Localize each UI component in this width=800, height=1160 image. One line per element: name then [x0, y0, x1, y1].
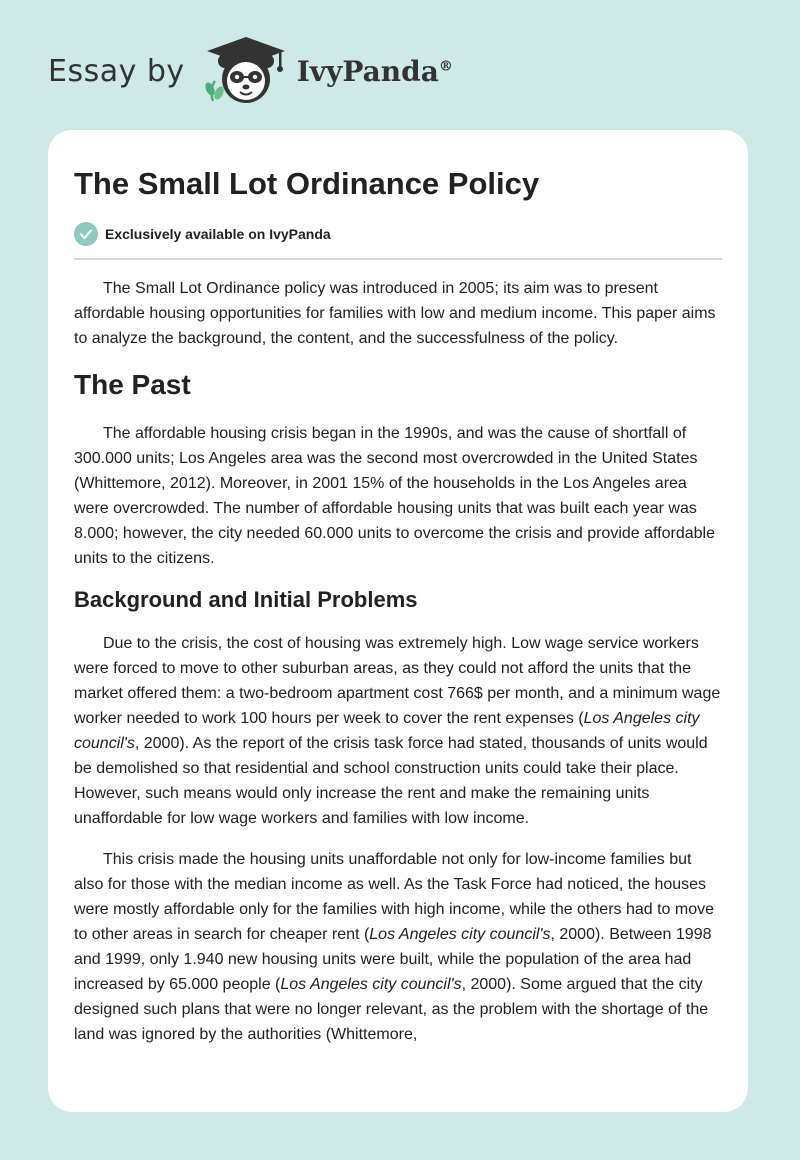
citation: Los Angeles city council's [280, 976, 462, 993]
citation: Los Angeles city council's [369, 926, 551, 943]
brand-name[interactable]: IvyPanda® [296, 54, 453, 88]
exclusive-label: Exclusively available on IvyPanda [105, 226, 331, 242]
essay-card [48, 130, 748, 1112]
section-heading-past: The Past [74, 369, 191, 400]
background-paragraph-2: This crisis made the housing units unaffordable not only for low-income families but also for those with the median income as well. As the Task Force had noticed, the houses were mostly affordable only for the families with high income, while the others had to move to other areas in search for cheaper rent (Los Angeles city council's, 2000). Between 1998 and 1999, only 1.940 new housing units were built, while the population of the area had increased by 65.000 people (Los Angeles city council's, 2000). Some argued that the city designed such plans that were no longer relevant, as the problem with the shortage of the land was ignored by the authorities (Whittemore, [74, 851, 715, 1043]
essay-by-label: Essay by [48, 53, 185, 89]
past-paragraph: The affordable housing crisis began in the 1990s, and was the cause of shortfall of 300.000 units; Los Angeles area was the second most overcrowded in the United States (Whittemore, 2012). Moreover, in 2001 15% of the households in the Los Angeles area were overcrowded. The number of affordable housing units that was built each year was 8.000; however, the city needed 60.000 units to overcome the crisis and provide affordable units to the citizens. [74, 425, 715, 567]
section-heading-background: Background and Initial Problems [74, 587, 418, 612]
exclusive-badge [74, 222, 722, 260]
panda-graduate-icon[interactable] [199, 35, 293, 107]
registered-mark: ® [438, 58, 453, 75]
page-title: The Small Lot Ordinance Policy [74, 166, 540, 201]
citation: Los Angeles city council's [74, 710, 700, 752]
intro-paragraph: The Small Lot Ordinance policy was introduced in 2005; its aim was to present affordable housing opportunities for families with low and medium income. This paper aims to analyze the background, the content, and the successfulness of the policy. [74, 280, 716, 347]
check-circle-icon [74, 222, 98, 246]
site-header [48, 36, 453, 106]
background-paragraph-1: Due to the crisis, the cost of housing was extremely high. Low wage service workers were forced to move to other suburban areas, as they could not afford the units that the market offered them: a two-bedroom apartment cost 766$ per month, and a minimum wage worker needed to work 100 hours per week to cover the rent expenses (Los Angeles city council's, 2000). As the report of the crisis task force had stated, thousands of units would be demolished so that residential and school construction units could take their place. However, such means would only increase the rent and make the remaining units unaffordable for low wage workers and families with low income. [74, 635, 721, 827]
